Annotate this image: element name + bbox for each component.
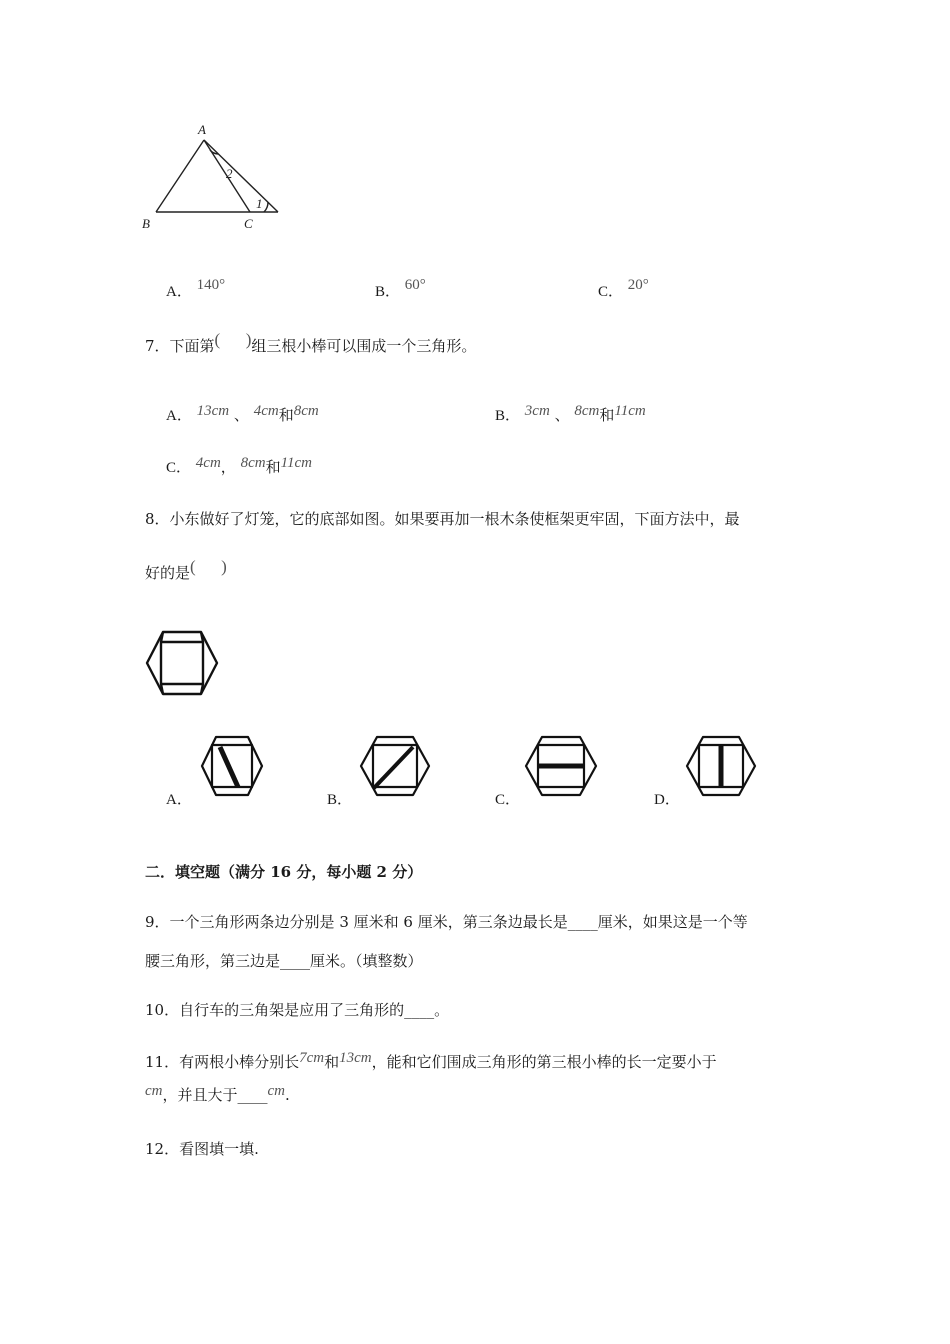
q8-option-d-figure[interactable] [683, 733, 759, 799]
angle-label-2: 2 [226, 166, 233, 181]
q8-option-b-label[interactable]: B． [327, 792, 353, 808]
angle-label-1: 1 [256, 196, 263, 211]
lantern-base-figure [143, 628, 221, 698]
q11-line2: cm，并且大于____cm. [145, 1083, 290, 1104]
q8-option-a-label[interactable]: A． [166, 792, 192, 808]
q7-stem: 7．下面第( )组三根小棒可以围成一个三角形。 [145, 330, 477, 355]
option-value: 140° [196, 277, 226, 293]
q6-option-a[interactable] [166, 277, 226, 301]
option-value: 60° [404, 277, 426, 293]
q11-line1: 11．有两根小棒分别长7cm和13cm，能和它们围成三角形的第三根小棒的长一定要小于 [145, 1050, 717, 1071]
answer-paren[interactable]: ( ) [214, 330, 252, 349]
answer-paren[interactable]: ( ) [190, 557, 227, 576]
q8-option-b-figure[interactable] [357, 733, 433, 799]
section-title: 二．填空题（满分 16 分，每小题 2 分） [145, 863, 423, 881]
q7-option-b[interactable]: B． 3cm 、 8cm和11cm [495, 403, 646, 424]
option-label: C． [598, 284, 624, 300]
option-value: 20° [627, 277, 649, 293]
option-label: B． [375, 284, 401, 300]
q7-option-a[interactable]: A． 13cm 、 4cm和8cm [166, 403, 319, 424]
q9-line2: 腰三角形，第三边是____厘米。（填整数） [145, 952, 423, 970]
option-label: A． [166, 284, 192, 300]
vertex-label-b: B [142, 216, 150, 231]
q8-option-d-label[interactable]: D． [654, 792, 680, 808]
q8-option-c-figure[interactable] [522, 733, 600, 799]
q6-option-c[interactable] [598, 277, 649, 301]
triangle-figure [138, 118, 288, 238]
q8-stem-line2: 好的是( ) [145, 557, 227, 582]
vertex-label-a: A [198, 122, 206, 137]
q8-option-c-label[interactable]: C． [495, 792, 521, 808]
q8-stem-line1: 8．小东做好了灯笼，它的底部如图。如果要再加一根木条使框架更牢固，下面方法中，最 [145, 510, 740, 528]
vertex-label-c: C [244, 216, 253, 231]
q8-option-a-figure[interactable] [198, 733, 266, 799]
q7-option-c[interactable]: C． 4cm， 8cm和11cm [166, 455, 312, 476]
q6-option-b[interactable] [375, 277, 426, 301]
q9-line1: 9．一个三角形两条边分别是 3 厘米和 6 厘米，第三条边最长是____厘米，如果这是一个等 [145, 913, 748, 931]
q12-text: 12．看图填一填. [145, 1140, 259, 1158]
q10-text: 10．自行车的三角架是应用了三角形的____。 [145, 1001, 450, 1019]
